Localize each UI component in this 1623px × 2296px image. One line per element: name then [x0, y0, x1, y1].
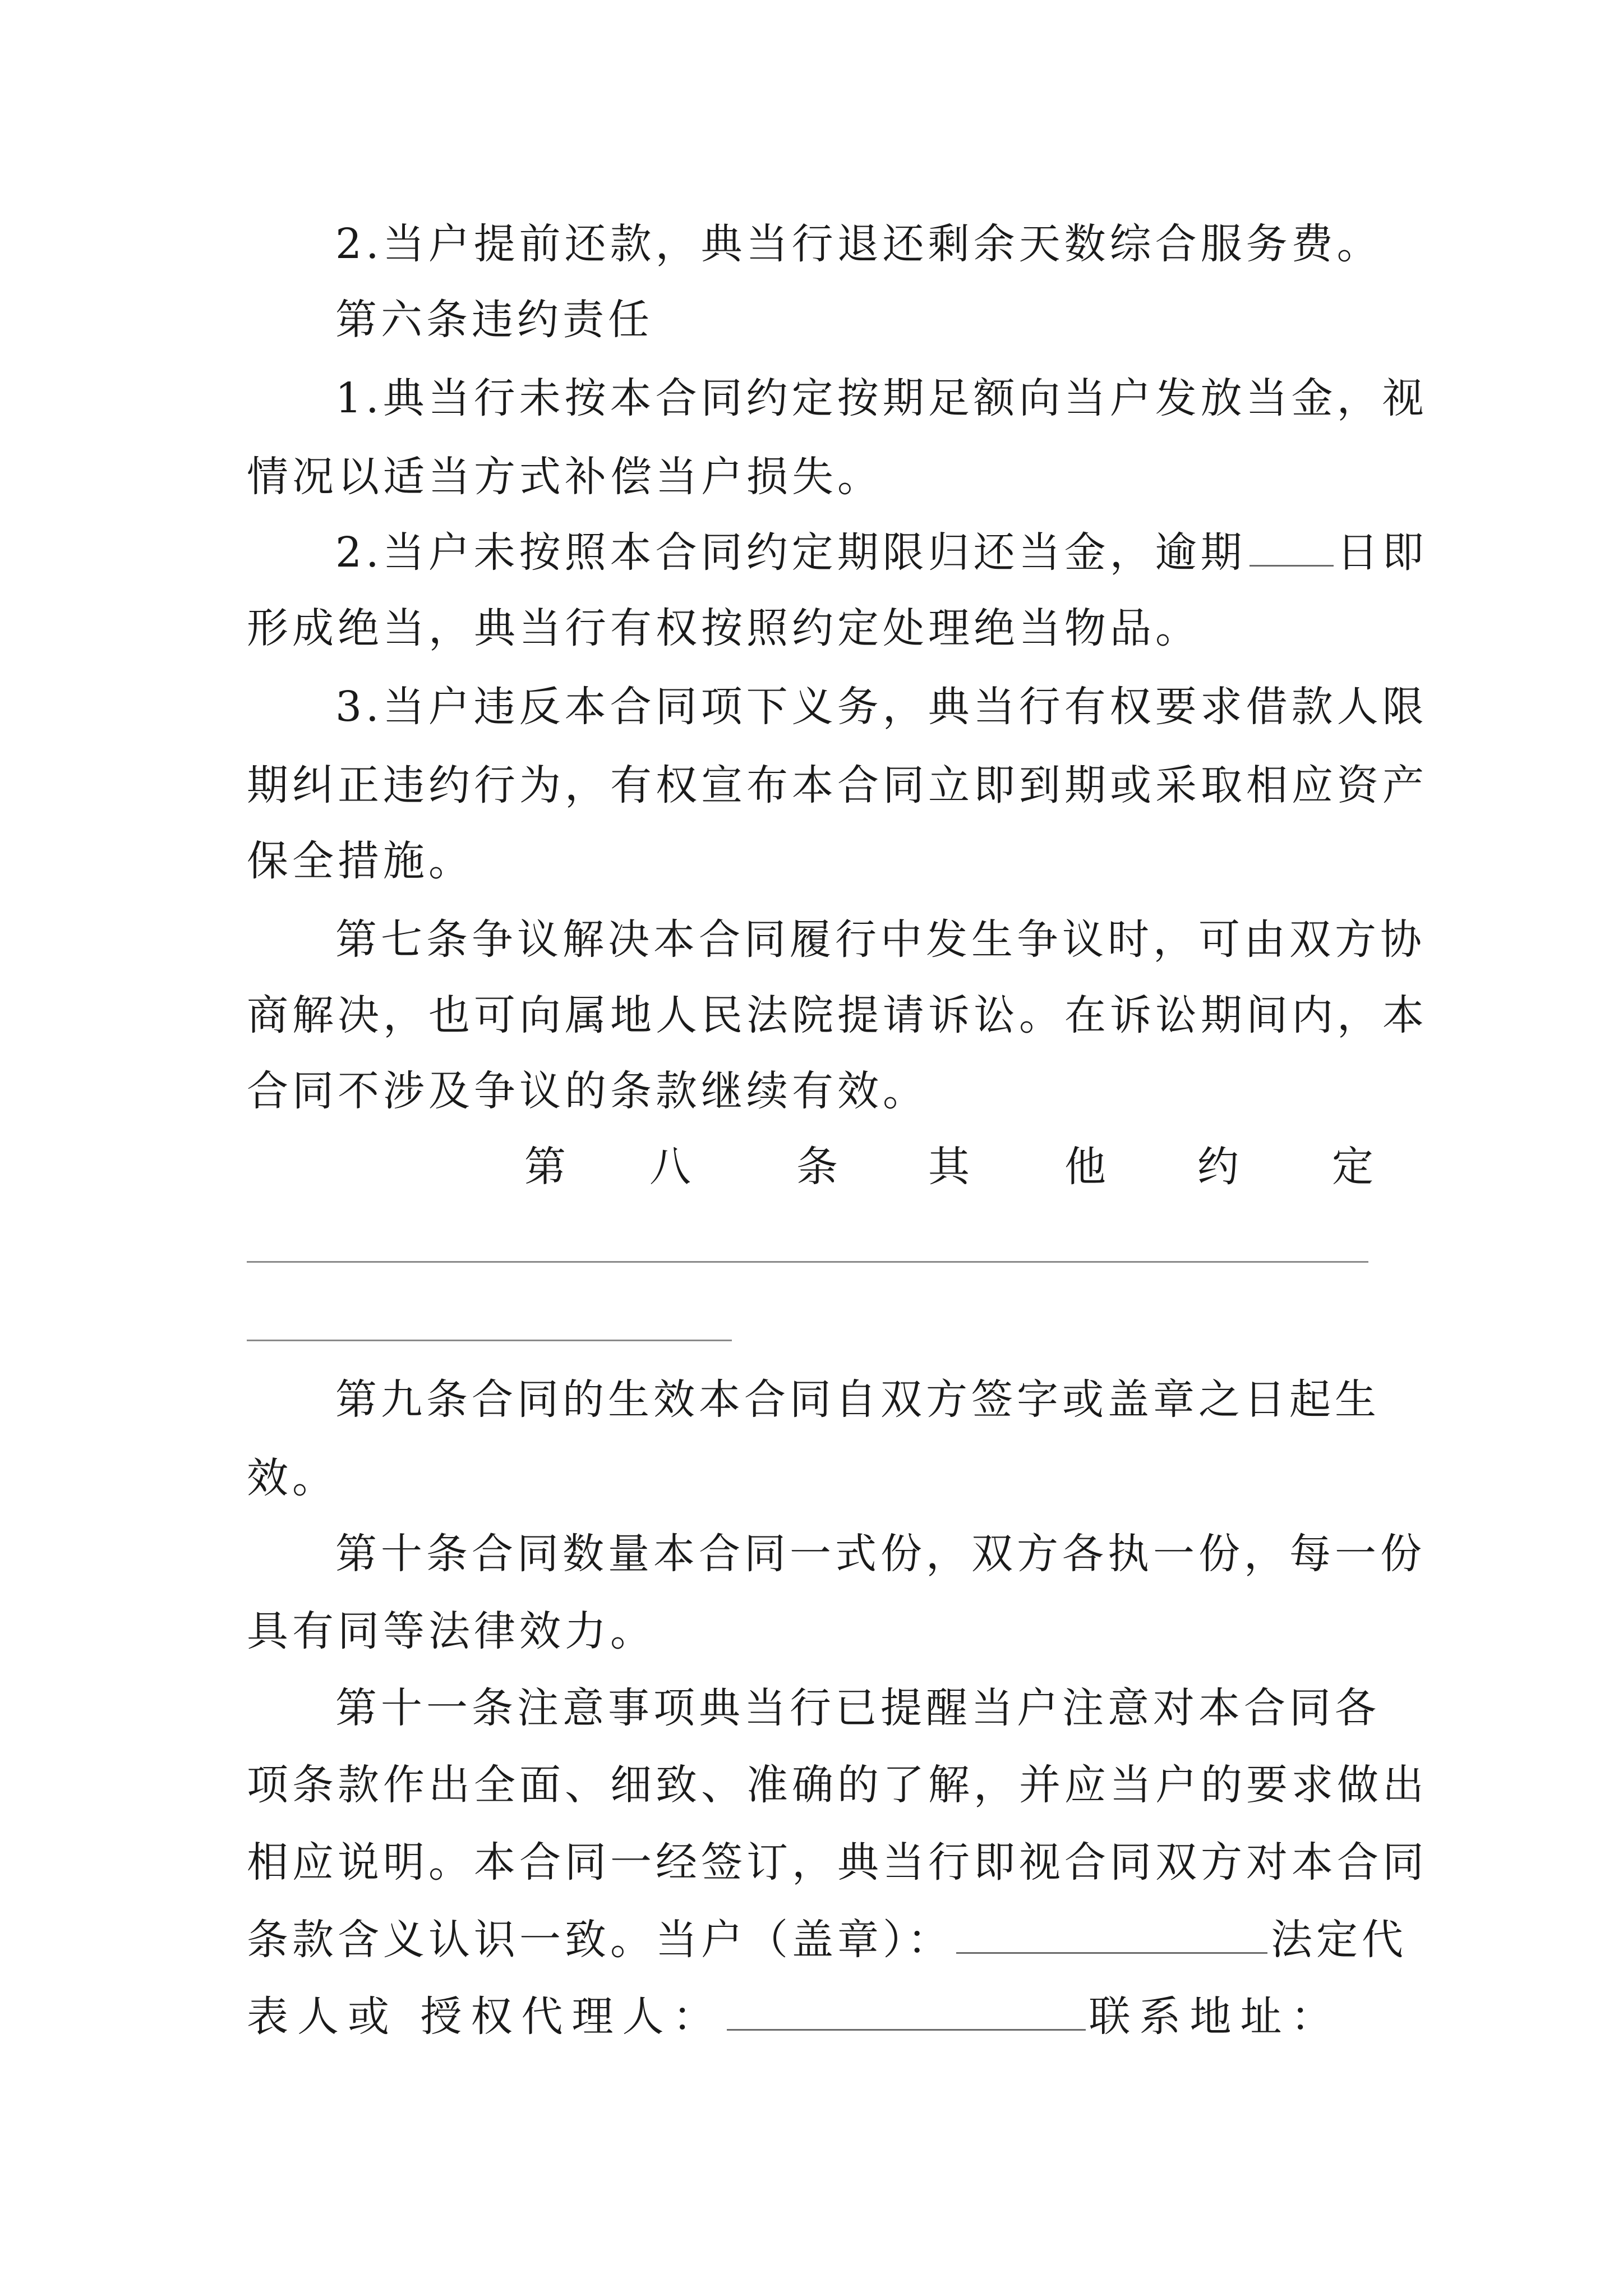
heading-char: 其 — [928, 1143, 970, 1191]
fill-in-blank — [1249, 526, 1334, 567]
paragraph-line — [335, 524, 1428, 581]
paragraph-line: 3.当户违反本合同项下义务，典当行有权要求借款人限 — [335, 683, 1428, 731]
paragraph-line: 具有同等法律效力。 — [247, 1607, 656, 1655]
paragraph-line: 项条款作出全面、细致、准确的了解，并应当户的要求做出 — [247, 1761, 1428, 1809]
heading-char: 定 — [1332, 1143, 1373, 1191]
heading-char: 八 — [649, 1143, 691, 1191]
paragraph-line: 合同不涉及争议的条款继续有效。 — [247, 1067, 928, 1115]
paragraph-line: 商解决，也可向属地人民法院提请诉讼。在诉讼期间内，本 — [247, 991, 1428, 1039]
paragraph-text: 日即 — [1336, 528, 1428, 577]
paragraph-text: 2.当户未按照本合同约定期限归还当金，逾期 — [335, 528, 1246, 577]
paragraph-line — [247, 1912, 1407, 1968]
blank-rule — [247, 1261, 1368, 1263]
paragraph-line: 相应说明。本合同一经签订，典当行即视合同双方对本合同 — [247, 1838, 1428, 1887]
paragraph-text: 条款含义认识一致。当户（盖章）： — [247, 1916, 953, 1964]
paragraph-line: 情况以适当方式补偿当户损失。 — [247, 453, 883, 501]
paragraph-text: 表人或 授权代理人： — [247, 1993, 723, 2041]
signature-blank — [956, 1913, 1267, 1954]
blank-rule — [247, 1340, 732, 1341]
paragraph-line: 2.当户提前还款，典当行退还剩余天数综合服务费。 — [335, 220, 1382, 268]
paragraph-line: 效。 — [247, 1454, 338, 1502]
heading-char: 第 — [524, 1143, 566, 1191]
signature-blank — [727, 1990, 1086, 2031]
paragraph-line: 保全措施。 — [247, 837, 474, 885]
paragraph-line: 1.典当行未按本合同约定按期足额向当户发放当金，视 — [335, 374, 1428, 422]
paragraph-line: 形成绝当，典当行有权按照约定处理绝当物品。 — [247, 604, 1201, 652]
heading-char: 条 — [796, 1143, 838, 1191]
section-heading: 第六条违约责任 — [335, 296, 653, 344]
paragraph-line: 第九条合同的生效本合同自双方签字或盖章之日起生 — [335, 1375, 1380, 1424]
paragraph-text: 法定代 — [1271, 1916, 1407, 1964]
heading-char: 约 — [1197, 1143, 1239, 1191]
paragraph-line: 第十条合同数量本合同一式份，双方各执一份，每一份 — [335, 1530, 1426, 1578]
paragraph-line: 第七条争议解决本合同履行中发生争议时，可由双方协 — [335, 915, 1426, 964]
paragraph-line: 期纠正违约行为，有权宣布本合同立即到期或采取相应资产 — [247, 761, 1428, 809]
paragraph-line — [247, 1989, 1341, 2045]
paragraph-text: 联系地址： — [1089, 1993, 1341, 2041]
heading-char: 他 — [1064, 1143, 1106, 1191]
paragraph-line: 第十一条注意事项典当行已提醒当户注意对本合同各 — [335, 1684, 1380, 1732]
